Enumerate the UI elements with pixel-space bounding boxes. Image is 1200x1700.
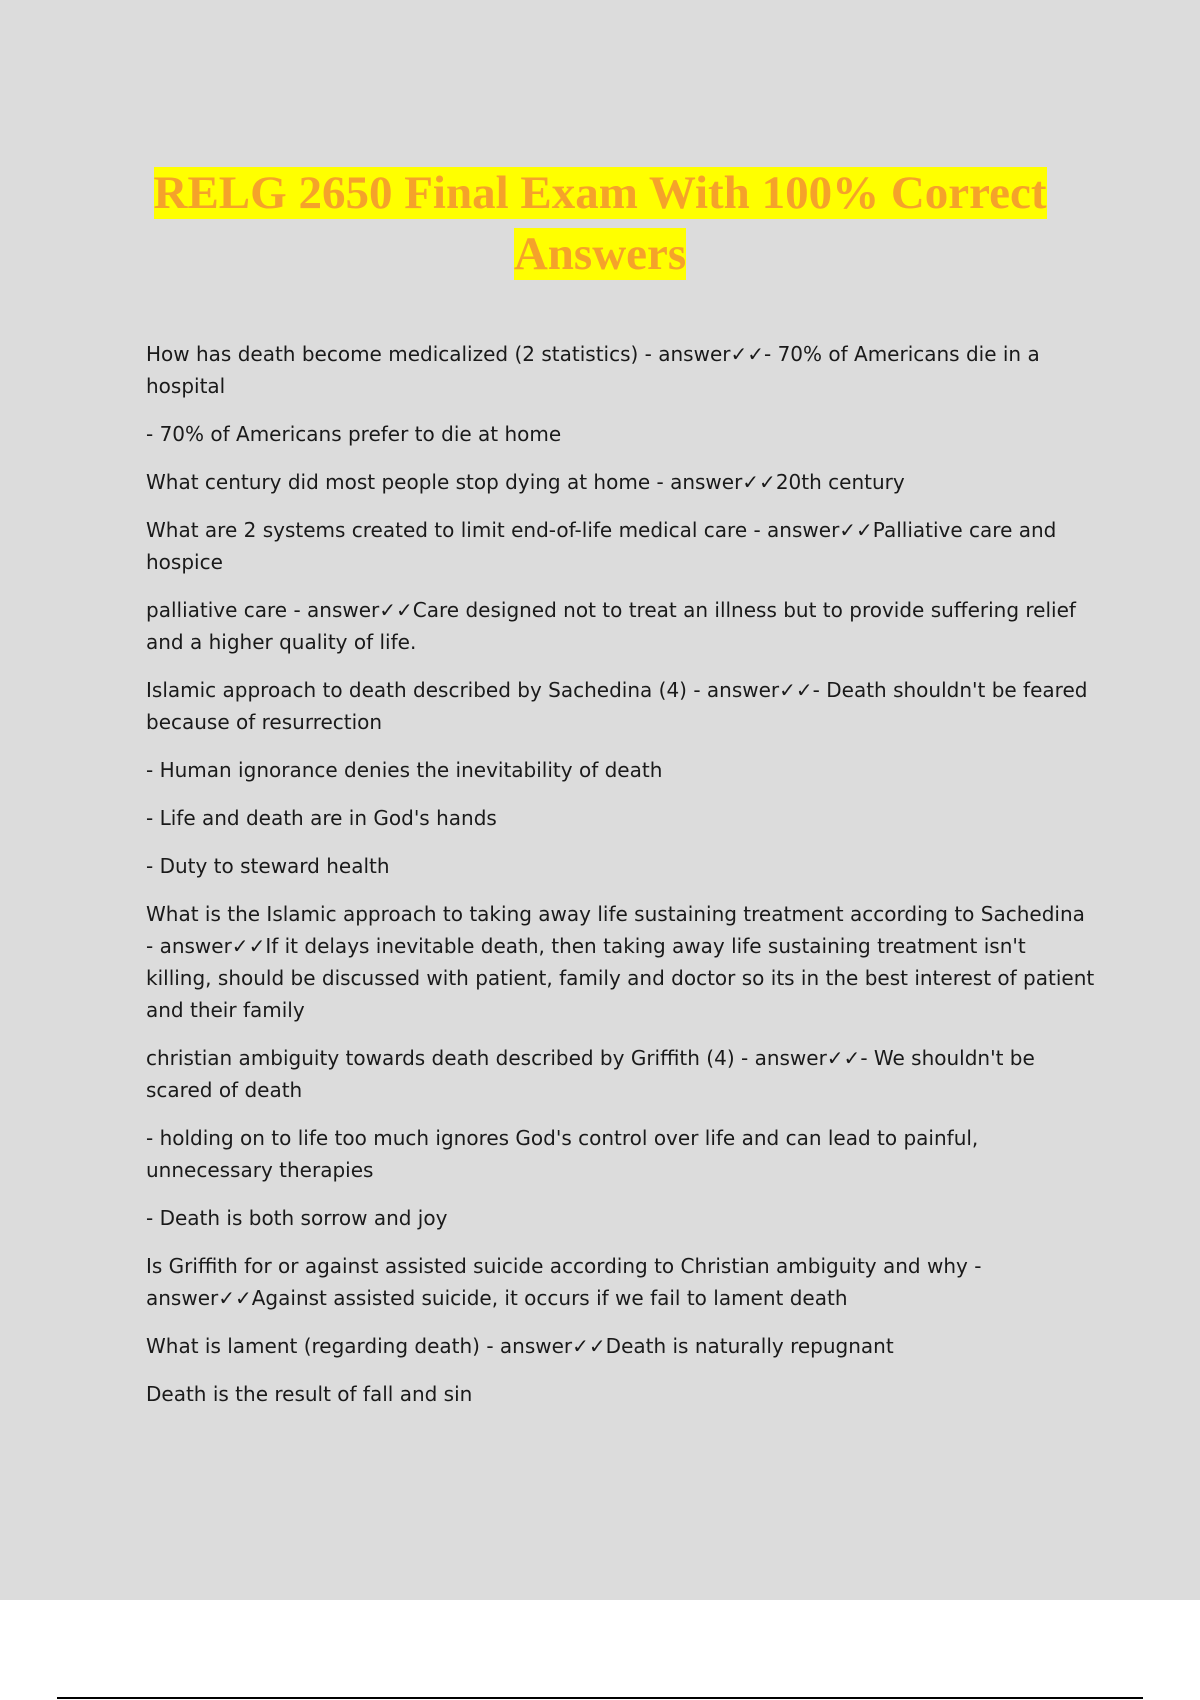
paragraph: What are 2 systems created to limit end-of-life medical care - answer✓✓Palliative care and hospice [146, 518, 1057, 574]
footer-divider [57, 1697, 1143, 1699]
paragraph: - 70% of Americans prefer to die at home [146, 422, 562, 446]
page-title [100, 163, 1100, 285]
paragraph: Death is the result of fall and sin [146, 1382, 473, 1406]
paragraph: - holding on to life too much ignores God's control over life and can lead to painful, unnecessary therapies [146, 1126, 979, 1182]
paragraph: - Life and death are in God's hands [146, 806, 497, 830]
paragraph: What is the Islamic approach to taking away life sustaining treatment according to Sachedina - answer✓✓If it delays inevitable death, then taking away life sustaining treatment isn't killing, should be discussed with patient, family and doctor so its in the best interest of patient and their family [146, 902, 1095, 1022]
paragraph: Is Griffith for or against assisted suicide according to Christian ambiguity and why - answer✓✓Against assisted suicide, it occurs if we fail to lament death [146, 1254, 982, 1310]
paragraph: What is lament (regarding death) - answer✓✓Death is naturally repugnant [146, 1334, 894, 1358]
paragraph: christian ambiguity towards death described by Griffith (4) - answer✓✓- We shouldn't be scared of death [146, 1046, 1035, 1102]
paragraph: - Death is both sorrow and joy [146, 1206, 448, 1230]
paragraph: What century did most people stop dying at home - answer✓✓20th century [146, 470, 905, 494]
paragraph: How has death become medicalized (2 statistics) - answer✓✓- 70% of Americans die in a hospital [146, 342, 1040, 398]
title-line-1: RELG 2650 Final Exam With 100% Correct [153, 167, 1047, 219]
paragraph: Islamic approach to death described by Sachedina (4) - answer✓✓- Death shouldn't be feared because of resurrection [146, 678, 1088, 734]
paragraph: palliative care - answer✓✓Care designed not to treat an illness but to provide suffering relief and a higher quality of life. [146, 598, 1076, 654]
document-body [146, 338, 1096, 1426]
paragraph: - Human ignorance denies the inevitability of death [146, 758, 663, 782]
paragraph: - Duty to steward health [146, 854, 390, 878]
title-line-2: Answers [513, 228, 687, 280]
